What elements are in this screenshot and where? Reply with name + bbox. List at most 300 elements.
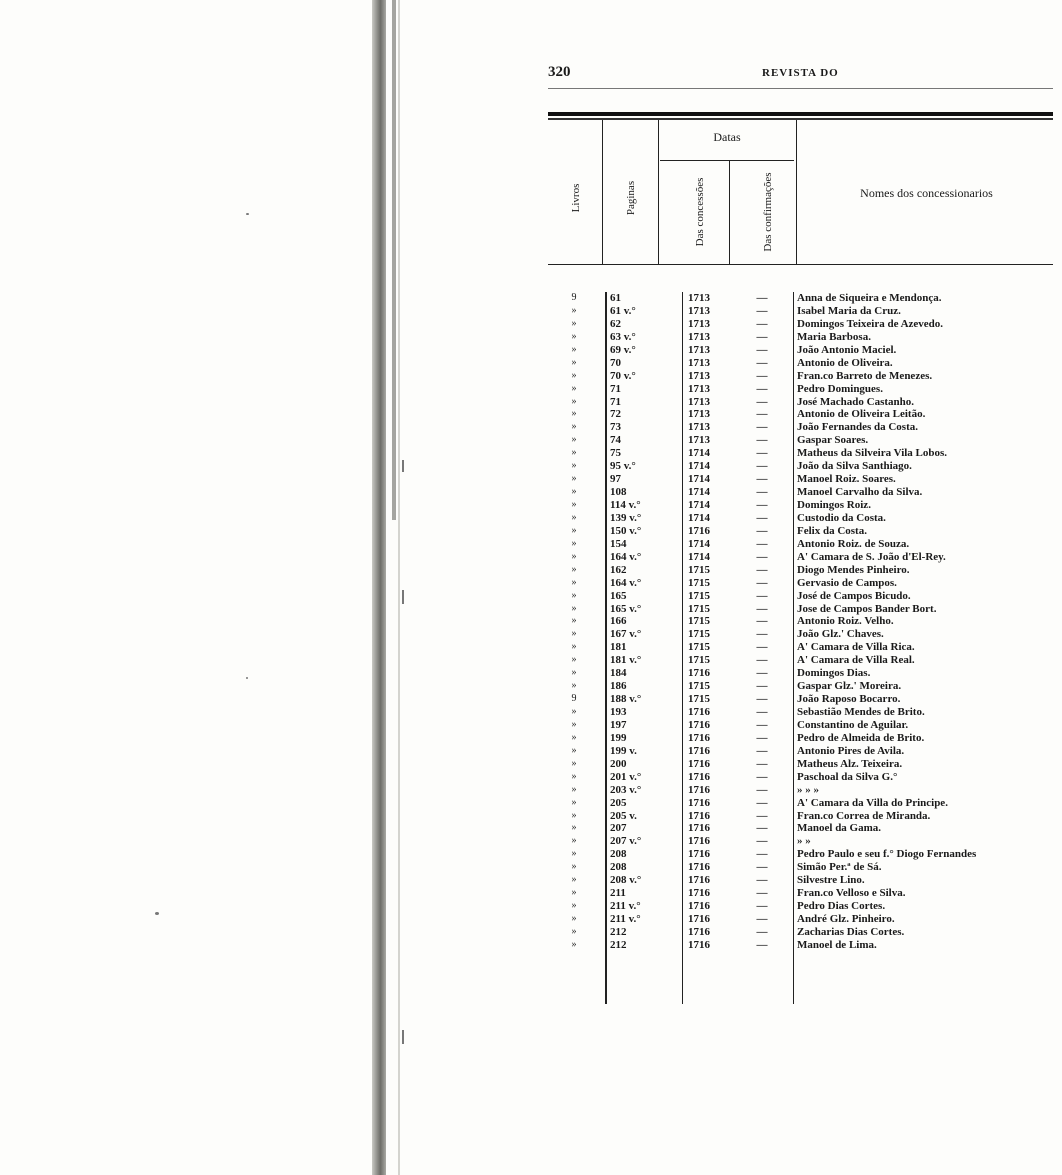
cell-concessao: 1716 — [688, 913, 710, 925]
cell-pagina: 184 — [610, 667, 627, 680]
cell-confirmacao: — — [756, 615, 768, 628]
cell-nome: Isabel Maria da Cruz. — [797, 304, 901, 317]
cell-pagina: 211 v.° — [610, 913, 641, 925]
cell-nome: Fran.co Velloso e Silva. — [797, 887, 906, 900]
book-spine-edge — [398, 0, 400, 1175]
cell-livro: » — [571, 796, 577, 808]
cell-livro: » — [571, 395, 577, 407]
cell-livro: » — [571, 887, 577, 899]
paper-speck — [402, 590, 404, 604]
table-row — [548, 693, 1062, 706]
table-row — [548, 641, 1062, 654]
cell-concessao: 1716 — [688, 938, 710, 951]
cell-livro: » — [571, 731, 577, 743]
table-row — [548, 564, 1062, 577]
cell-pagina: 75 — [610, 447, 621, 460]
page-header — [548, 64, 1053, 86]
cell-concessao: 1713 — [688, 395, 710, 408]
col-header-livros: Livros — [570, 183, 582, 213]
cell-confirmacao: — — [756, 447, 768, 460]
table-row — [548, 421, 1062, 434]
table-row — [548, 577, 1062, 590]
table-row — [548, 408, 1062, 421]
cell-confirmacao: — — [756, 848, 768, 861]
cell-concessao: 1715 — [688, 680, 710, 693]
cell-nome: Zacharias Dias Cortes. — [797, 925, 905, 938]
cell-concessao: 1716 — [688, 718, 710, 731]
cell-nome: João da Silva Santhiago. — [797, 460, 912, 473]
cell-nome: Antonio Roiz. Velho. — [797, 615, 894, 628]
cell-confirmacao: — — [756, 809, 768, 822]
column-rule — [658, 120, 659, 265]
cell-confirmacao: — — [756, 667, 768, 680]
cell-pagina: 164 v.° — [610, 576, 642, 589]
cell-confirmacao: — — [756, 913, 768, 925]
cell-pagina: 199 — [610, 731, 627, 744]
col-header-das-concessoes: Das concessões — [694, 177, 706, 247]
table-row — [548, 810, 1062, 823]
cell-confirmacao: — — [756, 576, 768, 589]
table-row — [548, 913, 1062, 926]
cell-nome: José de Campos Bicudo. — [797, 589, 911, 602]
cell-concessao: 1715 — [688, 563, 710, 576]
cell-confirmacao: — — [756, 395, 768, 408]
cell-concessao: 1716 — [688, 822, 710, 835]
cell-livro: 9 — [571, 693, 577, 705]
cell-concessao: 1713 — [688, 317, 710, 330]
cell-livro: » — [571, 718, 577, 730]
cell-livro: » — [571, 537, 577, 549]
cell-concessao: 1714 — [688, 537, 710, 550]
cell-pagina: 150 v.° — [610, 524, 642, 537]
cell-concessao: 1714 — [688, 460, 710, 473]
cell-nome: Manoel Carvalho da Silva. — [797, 486, 923, 499]
cell-pagina: 69 v.° — [610, 343, 636, 356]
cell-concessao: 1716 — [688, 861, 710, 874]
cell-nome: » » » — [797, 783, 819, 796]
cell-confirmacao: — — [756, 473, 768, 486]
page-number: 320 — [548, 64, 571, 80]
cell-livro: » — [571, 861, 577, 873]
cell-concessao: 1713 — [688, 434, 710, 447]
cell-livro: » — [571, 835, 577, 847]
table-row — [548, 732, 1062, 745]
cell-confirmacao: — — [756, 770, 768, 783]
cell-concessao: 1715 — [688, 589, 710, 602]
table-row — [548, 771, 1062, 784]
cell-confirmacao: — — [756, 524, 768, 537]
table-row — [548, 654, 1062, 667]
cell-pagina: 165 v.° — [610, 602, 642, 615]
table-row — [548, 434, 1062, 447]
cell-nome: Domingos Dias. — [797, 667, 871, 680]
cell-nome: Maria Barbosa. — [797, 330, 871, 343]
cell-livro: » — [571, 900, 577, 912]
table-row — [548, 525, 1062, 538]
cell-nome: Domingos Teixeira de Azevedo. — [797, 317, 944, 330]
cell-confirmacao: — — [756, 330, 768, 343]
cell-pagina: 71 — [610, 382, 621, 395]
cell-concessao: 1713 — [688, 408, 710, 421]
cell-nome: Fran.co Correa de Miranda. — [797, 809, 931, 822]
table-row — [548, 835, 1062, 848]
table-row — [548, 357, 1062, 370]
cell-nome: André Glz. Pinheiro. — [797, 913, 895, 925]
cell-livro: » — [571, 434, 577, 446]
cell-nome: João Fernandes da Costa. — [797, 421, 919, 434]
cell-concessao: 1716 — [688, 874, 710, 887]
cell-confirmacao: — — [756, 887, 768, 900]
cell-concessao: 1715 — [688, 615, 710, 628]
cell-concessao: 1714 — [688, 499, 710, 511]
col-header-das-confirmacoes: Das confirmações — [762, 172, 774, 252]
cell-livro: » — [571, 499, 577, 510]
cell-nome: Matheus Alz. Teixeira. — [797, 757, 903, 770]
cell-nome: João Glz.' Chaves. — [797, 628, 884, 641]
cell-confirmacao: — — [756, 511, 768, 524]
cell-livro: » — [571, 667, 577, 679]
table-row — [548, 939, 1062, 952]
cell-nome: Simão Per.ª de Sá. — [797, 861, 882, 874]
cell-confirmacao: — — [756, 486, 768, 499]
cell-confirmacao: — — [756, 900, 768, 913]
cell-confirmacao: — — [756, 421, 768, 434]
cell-nome: A' Camara da Villa do Principe. — [797, 796, 948, 809]
cell-nome: Anna de Siqueira e Mendonça. — [797, 292, 942, 304]
cell-pagina: 70 — [610, 356, 621, 369]
cell-nome: A' Camara de Villa Real. — [797, 654, 915, 667]
table-row — [548, 758, 1062, 771]
cell-concessao: 1714 — [688, 473, 710, 486]
cell-nome: Diogo Mendes Pinheiro. — [797, 563, 910, 576]
cell-concessao: 1713 — [688, 330, 710, 343]
cell-livro: » — [571, 770, 577, 782]
cell-concessao: 1716 — [688, 848, 710, 861]
table-row — [548, 680, 1062, 693]
column-rule — [796, 120, 797, 265]
column-rule — [729, 160, 730, 265]
cell-nome: Manoel de Lima. — [797, 938, 877, 951]
table-row — [548, 900, 1062, 913]
cell-pagina: 197 — [610, 718, 627, 731]
cell-livro: » — [571, 304, 577, 316]
cell-livro: » — [571, 757, 577, 769]
cell-livro: » — [571, 615, 577, 627]
cell-pagina: 73 — [610, 421, 621, 434]
cell-concessao: 1713 — [688, 382, 710, 395]
cell-confirmacao: — — [756, 822, 768, 835]
table-row — [548, 861, 1062, 874]
cell-livro: » — [571, 550, 577, 562]
cell-concessao: 1715 — [688, 641, 710, 654]
cell-concessao: 1713 — [688, 356, 710, 369]
cell-concessao: 1715 — [688, 576, 710, 589]
cell-nome: Gervasio de Campos. — [797, 576, 897, 589]
cell-confirmacao: — — [756, 304, 768, 317]
cell-confirmacao: — — [756, 718, 768, 731]
table-row — [548, 512, 1062, 525]
running-title: REVISTA DO — [762, 67, 839, 79]
cell-nome: Antonio de Oliveira. — [797, 356, 893, 369]
cell-pagina: 63 v.° — [610, 330, 636, 343]
table-row — [548, 797, 1062, 810]
cell-pagina: 61 v.° — [610, 304, 636, 317]
cell-nome: Pedro Domingues. — [797, 382, 883, 395]
col-header-paginas: Paginas — [625, 180, 637, 216]
cell-pagina: 95 v.° — [610, 460, 636, 473]
cell-nome: Constantino de Aguilar. — [797, 718, 909, 731]
table-row — [548, 745, 1062, 758]
cell-confirmacao: — — [756, 925, 768, 938]
cell-confirmacao: — — [756, 460, 768, 473]
cell-pagina: 186 — [610, 680, 627, 693]
cell-nome: Manoel Roiz. Soares. — [797, 473, 896, 486]
cell-nome: Fran.co Barreto de Menezes. — [797, 369, 933, 382]
table-row — [548, 305, 1062, 318]
cell-livro: » — [571, 589, 577, 601]
cell-confirmacao: — — [756, 434, 768, 447]
cell-confirmacao: — — [756, 938, 768, 951]
cell-concessao: 1716 — [688, 744, 710, 757]
cell-confirmacao: — — [756, 693, 768, 706]
table-row — [548, 551, 1062, 564]
cell-pagina: 211 v.° — [610, 900, 641, 913]
cell-livro: » — [571, 925, 577, 937]
table-row — [548, 926, 1062, 939]
cell-livro: » — [571, 369, 577, 381]
cell-livro: » — [571, 473, 577, 485]
table-row — [548, 848, 1062, 861]
table-row — [548, 615, 1062, 628]
cell-concessao: 1714 — [688, 550, 710, 563]
cell-confirmacao: — — [756, 292, 768, 304]
cell-confirmacao: — — [756, 589, 768, 602]
cell-livro: » — [571, 680, 577, 692]
cell-livro: » — [571, 524, 577, 536]
cell-livro: » — [571, 874, 577, 886]
table-row — [548, 344, 1062, 357]
cell-concessao: 1716 — [688, 770, 710, 783]
table-row — [548, 719, 1062, 732]
table-row — [548, 538, 1062, 551]
cell-confirmacao: — — [756, 369, 768, 382]
table-row — [548, 887, 1062, 900]
cell-concessao: 1716 — [688, 887, 710, 900]
cell-confirmacao: — — [756, 317, 768, 330]
table-row — [548, 706, 1062, 719]
cell-livro: » — [571, 913, 577, 924]
cell-livro: » — [571, 408, 577, 420]
cell-confirmacao: — — [756, 783, 768, 796]
cell-concessao: 1716 — [688, 757, 710, 770]
cell-confirmacao: — — [756, 550, 768, 563]
cell-confirmacao: — — [756, 731, 768, 744]
cell-livro: » — [571, 744, 577, 756]
cell-pagina: 211 — [610, 887, 626, 900]
table-row — [548, 318, 1062, 331]
cell-livro: » — [571, 783, 577, 795]
cell-nome: Antonio de Oliveira Leitão. — [797, 408, 926, 421]
cell-concessao: 1713 — [688, 369, 710, 382]
book-spine-edge — [392, 0, 396, 520]
cell-concessao: 1714 — [688, 511, 710, 524]
paper-speck — [402, 460, 404, 472]
table-row — [548, 784, 1062, 797]
cell-concessao: 1716 — [688, 783, 710, 796]
cell-pagina: 188 v.° — [610, 693, 642, 706]
paper-speck — [246, 677, 248, 679]
cell-concessao: 1716 — [688, 900, 710, 913]
paper-speck — [246, 213, 249, 215]
cell-confirmacao: — — [756, 382, 768, 395]
table-row — [548, 370, 1062, 383]
cell-livro: » — [571, 447, 577, 459]
cell-confirmacao: — — [756, 641, 768, 654]
table-row — [548, 590, 1062, 603]
cell-livro: » — [571, 421, 577, 433]
cell-nome: Pedro Paulo e seu f.° Diogo Fernandes — [797, 848, 977, 861]
cell-nome: João Raposo Bocarro. — [797, 693, 901, 706]
cell-pagina: 208 — [610, 861, 627, 874]
cell-concessao: 1716 — [688, 835, 710, 848]
cell-concessao: 1716 — [688, 731, 710, 744]
paper-speck — [402, 1030, 404, 1044]
cell-pagina: 199 v. — [610, 744, 637, 757]
cell-confirmacao: — — [756, 706, 768, 718]
table-row — [548, 292, 1062, 305]
cell-concessao: 1713 — [688, 343, 710, 356]
cell-nome: Custodio da Costa. — [797, 511, 886, 524]
cell-pagina: 166 — [610, 615, 627, 628]
cell-pagina: 97 — [610, 473, 621, 486]
cell-concessao: 1716 — [688, 796, 710, 809]
table-row — [548, 667, 1062, 680]
cell-concessao: 1715 — [688, 654, 710, 667]
cell-concessao: 1715 — [688, 602, 710, 615]
cell-pagina: 201 v.° — [610, 770, 642, 783]
cell-pagina: 165 — [610, 589, 627, 602]
table-top-rule — [548, 112, 1053, 116]
cell-nome: Silvestre Lino. — [797, 874, 865, 887]
cell-livro: » — [571, 602, 577, 614]
cell-concessao: 1714 — [688, 486, 710, 499]
cell-confirmacao: — — [756, 680, 768, 693]
cell-confirmacao: — — [756, 563, 768, 576]
cell-pagina: 164 v.° — [610, 550, 642, 563]
cell-nome: A' Camara de Villa Rica. — [797, 641, 915, 654]
table-row — [548, 383, 1062, 396]
cell-pagina: 200 — [610, 757, 627, 770]
cell-nome: A' Camara de S. João d'El-Rey. — [797, 550, 946, 563]
cell-confirmacao: — — [756, 499, 768, 511]
cell-confirmacao: — — [756, 861, 768, 874]
cell-confirmacao: — — [756, 537, 768, 550]
cell-nome: Felix da Costa. — [797, 524, 867, 537]
table-top-rule — [548, 118, 1053, 120]
table-row — [548, 460, 1062, 473]
cell-concessao: 1713 — [688, 421, 710, 434]
cell-livro: » — [571, 317, 577, 329]
cell-confirmacao: — — [756, 744, 768, 757]
cell-livro: » — [571, 460, 577, 472]
cell-confirmacao: — — [756, 796, 768, 809]
cell-nome: Pedro Dias Cortes. — [797, 900, 886, 913]
cell-nome: Sebastião Mendes de Brito. — [797, 706, 925, 718]
cell-nome: Domingos Roiz. — [797, 499, 871, 511]
cell-pagina: 208 — [610, 848, 627, 861]
cell-confirmacao: — — [756, 654, 768, 667]
cell-concessao: 1716 — [688, 667, 710, 680]
table-row — [548, 331, 1062, 344]
header-bottom-rule — [548, 264, 1053, 265]
cell-confirmacao: — — [756, 602, 768, 615]
cell-pagina: 207 — [610, 822, 627, 835]
cell-nome: Antonio Pires de Avila. — [797, 744, 905, 757]
cell-pagina: 74 — [610, 434, 621, 447]
cell-nome: Gaspar Glz.' Moreira. — [797, 680, 902, 693]
cell-nome: Antonio Roiz. de Souza. — [797, 537, 910, 550]
cell-pagina: 72 — [610, 408, 621, 421]
cell-livro: » — [571, 706, 577, 717]
cell-pagina: 108 — [610, 486, 627, 499]
cell-confirmacao: — — [756, 757, 768, 770]
cell-pagina: 212 — [610, 925, 627, 938]
col-header-datas: Datas — [713, 130, 741, 144]
table-row — [548, 447, 1062, 460]
table-row — [548, 486, 1062, 499]
cell-pagina: 181 — [610, 641, 627, 654]
cell-pagina: 203 v.° — [610, 783, 642, 796]
cell-concessao: 1716 — [688, 524, 710, 537]
cell-livro: » — [571, 486, 577, 498]
cell-livro: » — [571, 356, 577, 368]
paper-speck — [155, 912, 159, 915]
table-row — [548, 603, 1062, 616]
table-body — [548, 292, 1062, 952]
cell-livro: » — [571, 563, 577, 575]
cell-livro: » — [571, 848, 577, 860]
cell-pagina: 205 — [610, 796, 627, 809]
cell-pagina: 181 v.° — [610, 654, 642, 667]
cell-concessao: 1716 — [688, 706, 710, 718]
cell-nome: José Machado Castanho. — [797, 395, 915, 408]
cell-livro: » — [571, 576, 577, 588]
cell-livro: » — [571, 822, 577, 834]
cell-nome: Pedro de Almeida de Brito. — [797, 731, 925, 744]
cell-livro: » — [571, 628, 577, 640]
cell-confirmacao: — — [756, 408, 768, 421]
cell-livro: » — [571, 809, 577, 821]
cell-pagina: 62 — [610, 317, 621, 330]
table-row — [548, 473, 1062, 486]
cell-concessao: 1713 — [688, 292, 710, 304]
table-row — [548, 396, 1062, 409]
cell-pagina: 139 v.° — [610, 511, 642, 524]
cell-pagina: 212 — [610, 938, 627, 951]
cell-confirmacao: — — [756, 874, 768, 887]
cell-livro: » — [571, 511, 577, 523]
table-row — [548, 822, 1062, 835]
cell-pagina: 71 — [610, 395, 621, 408]
table-row — [548, 499, 1062, 512]
column-rule — [602, 120, 603, 265]
cell-confirmacao: — — [756, 835, 768, 848]
cell-pagina: 114 v.° — [610, 499, 641, 511]
cell-nome: Manoel da Gama. — [797, 822, 882, 835]
cell-nome: Matheus da Silveira Vila Lobos. — [797, 447, 948, 460]
col-header-nomes: Nomes dos concessionarios — [860, 186, 993, 200]
cell-concessao: 1715 — [688, 628, 710, 641]
